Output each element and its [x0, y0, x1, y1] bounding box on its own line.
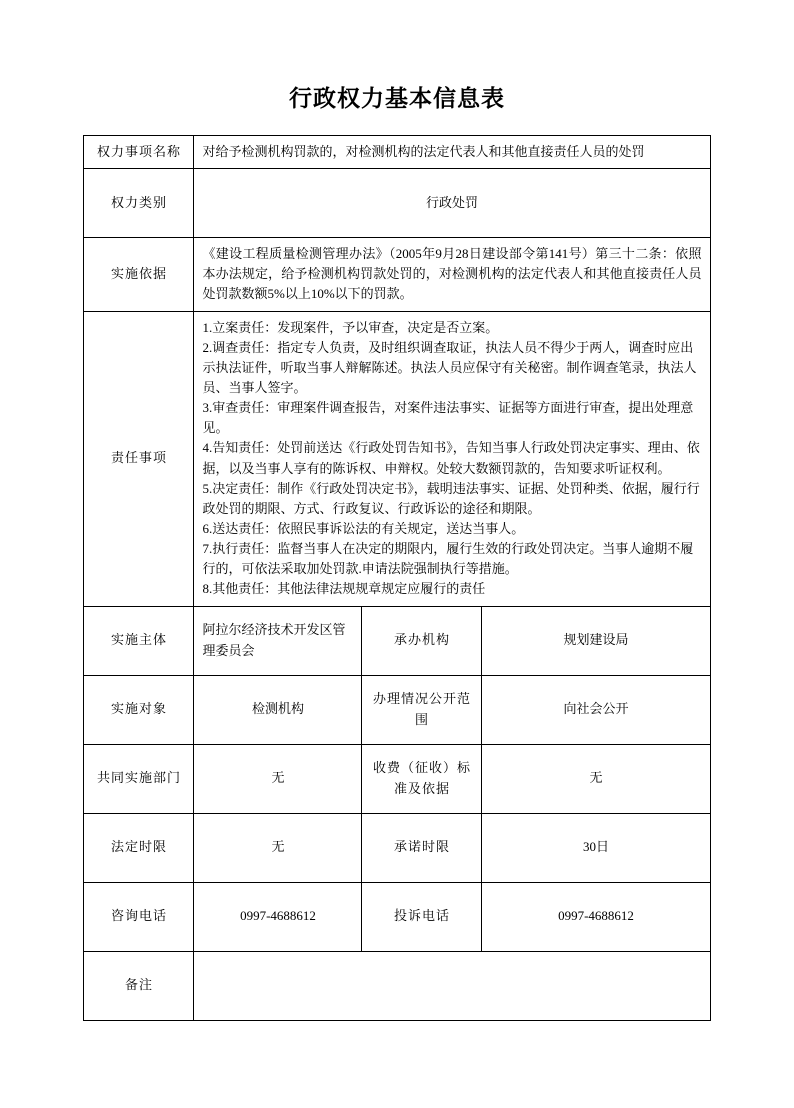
complaint-phone-label: 投诉电话 — [362, 882, 482, 951]
legal-limit-value: 无 — [194, 813, 362, 882]
legal-limit-label: 法定时限 — [84, 813, 194, 882]
promise-limit-value: 30日 — [482, 813, 710, 882]
duty-item: 2.调查责任：指定专人负责，及时组织调查取证，执法人员不得少于两人，调查时应出示执法证件，听取当事人辩解陈述。执法人员应保守有关秘密。制作调查笔录，执法人员、当事人签字。 — [202, 339, 697, 395]
disclosure-value: 向社会公开 — [482, 675, 710, 744]
duty-item: 8.其他责任：其他法律法规规章规定应履行的责任 — [202, 581, 486, 597]
remark-value — [194, 951, 710, 1020]
table-row — [84, 311, 710, 606]
power-info-table — [83, 135, 710, 1021]
power-name-value: 对给予检测机构罚款的，对检测机构的法定代表人和其他直接责任人员的处罚 — [194, 136, 710, 169]
handler-label: 承办机构 — [362, 606, 482, 675]
duty-item: 3.审查责任：审理案件调查报告，对案件违法事实、证据等方面进行审查，提出处理意见。 — [202, 400, 694, 436]
table-row — [84, 744, 710, 813]
handler-value: 规划建设局 — [482, 606, 710, 675]
power-category-value: 行政处罚 — [194, 169, 710, 238]
joint-department-label: 共同实施部门 — [84, 744, 194, 813]
table-row — [84, 606, 710, 675]
disclosure-label: 办理情况公开范围 — [362, 675, 482, 744]
fee-standard-value: 无 — [482, 744, 710, 813]
power-name-label: 权力事项名称 — [84, 136, 194, 169]
legal-basis-value: 《建设工程质量检测管理办法》（2005年9月28日建设部令第141号）第三十二条：依照本办法规定，给予检测机构罚款处罚的，对检测机构的法定代表人和其他直接责任人员处罚款数额5%以上10%以下的罚款。 — [194, 238, 710, 311]
duties-label: 责任事项 — [84, 311, 194, 606]
table-row — [84, 169, 710, 238]
remark-label: 备注 — [84, 951, 194, 1020]
object-value: 检测机构 — [194, 675, 362, 744]
page-title: 行政权力基本信息表 — [289, 85, 505, 111]
duties-value — [194, 311, 710, 606]
power-category-label: 权力类别 — [84, 169, 194, 238]
joint-department-value: 无 — [194, 744, 362, 813]
complaint-phone-value: 0997-4688612 — [482, 882, 710, 951]
object-label: 实施对象 — [84, 675, 194, 744]
subject-value: 阿拉尔经济技术开发区管理委员会 — [194, 606, 362, 675]
duty-item: 1.立案责任：发现案件，予以审查，决定是否立案。 — [202, 319, 499, 335]
consult-phone-label: 咨询电话 — [84, 882, 194, 951]
legal-basis-label: 实施依据 — [84, 238, 194, 311]
fee-standard-label: 收费（征收）标准及依据 — [362, 744, 482, 813]
subject-label: 实施主体 — [84, 606, 194, 675]
table-row — [84, 675, 710, 744]
table-row — [84, 813, 710, 882]
table-row — [84, 951, 710, 1020]
promise-limit-label: 承诺时限 — [362, 813, 482, 882]
consult-phone-value: 0997-4688612 — [194, 882, 362, 951]
duty-item: 4.告知责任：处罚前送达《行政处罚告知书》，告知当事人行政处罚决定事实、理由、依据，以及当事人享有的陈诉权、申辩权。处较大数额罚款的，告知要求听证权利。 — [202, 440, 700, 476]
duty-item: 6.送达责任：依照民事诉讼法的有关规定，送达当事人。 — [202, 520, 525, 536]
table-row — [84, 238, 710, 311]
table-row — [84, 136, 710, 169]
duty-item: 5.决定责任：制作《行政处罚决定书》，载明违法事实、证据、处罚种类、依据，履行行政处罚的期限、方式、行政复议、行政诉讼的途径和期限。 — [202, 480, 700, 516]
duty-item: 7.执行责任：监督当事人在决定的期限内，履行生效的行政处罚决定。当事人逾期不履行的，可依法采取加处罚款.申请法院强制执行等措施。 — [202, 541, 694, 577]
table-row — [84, 882, 710, 951]
